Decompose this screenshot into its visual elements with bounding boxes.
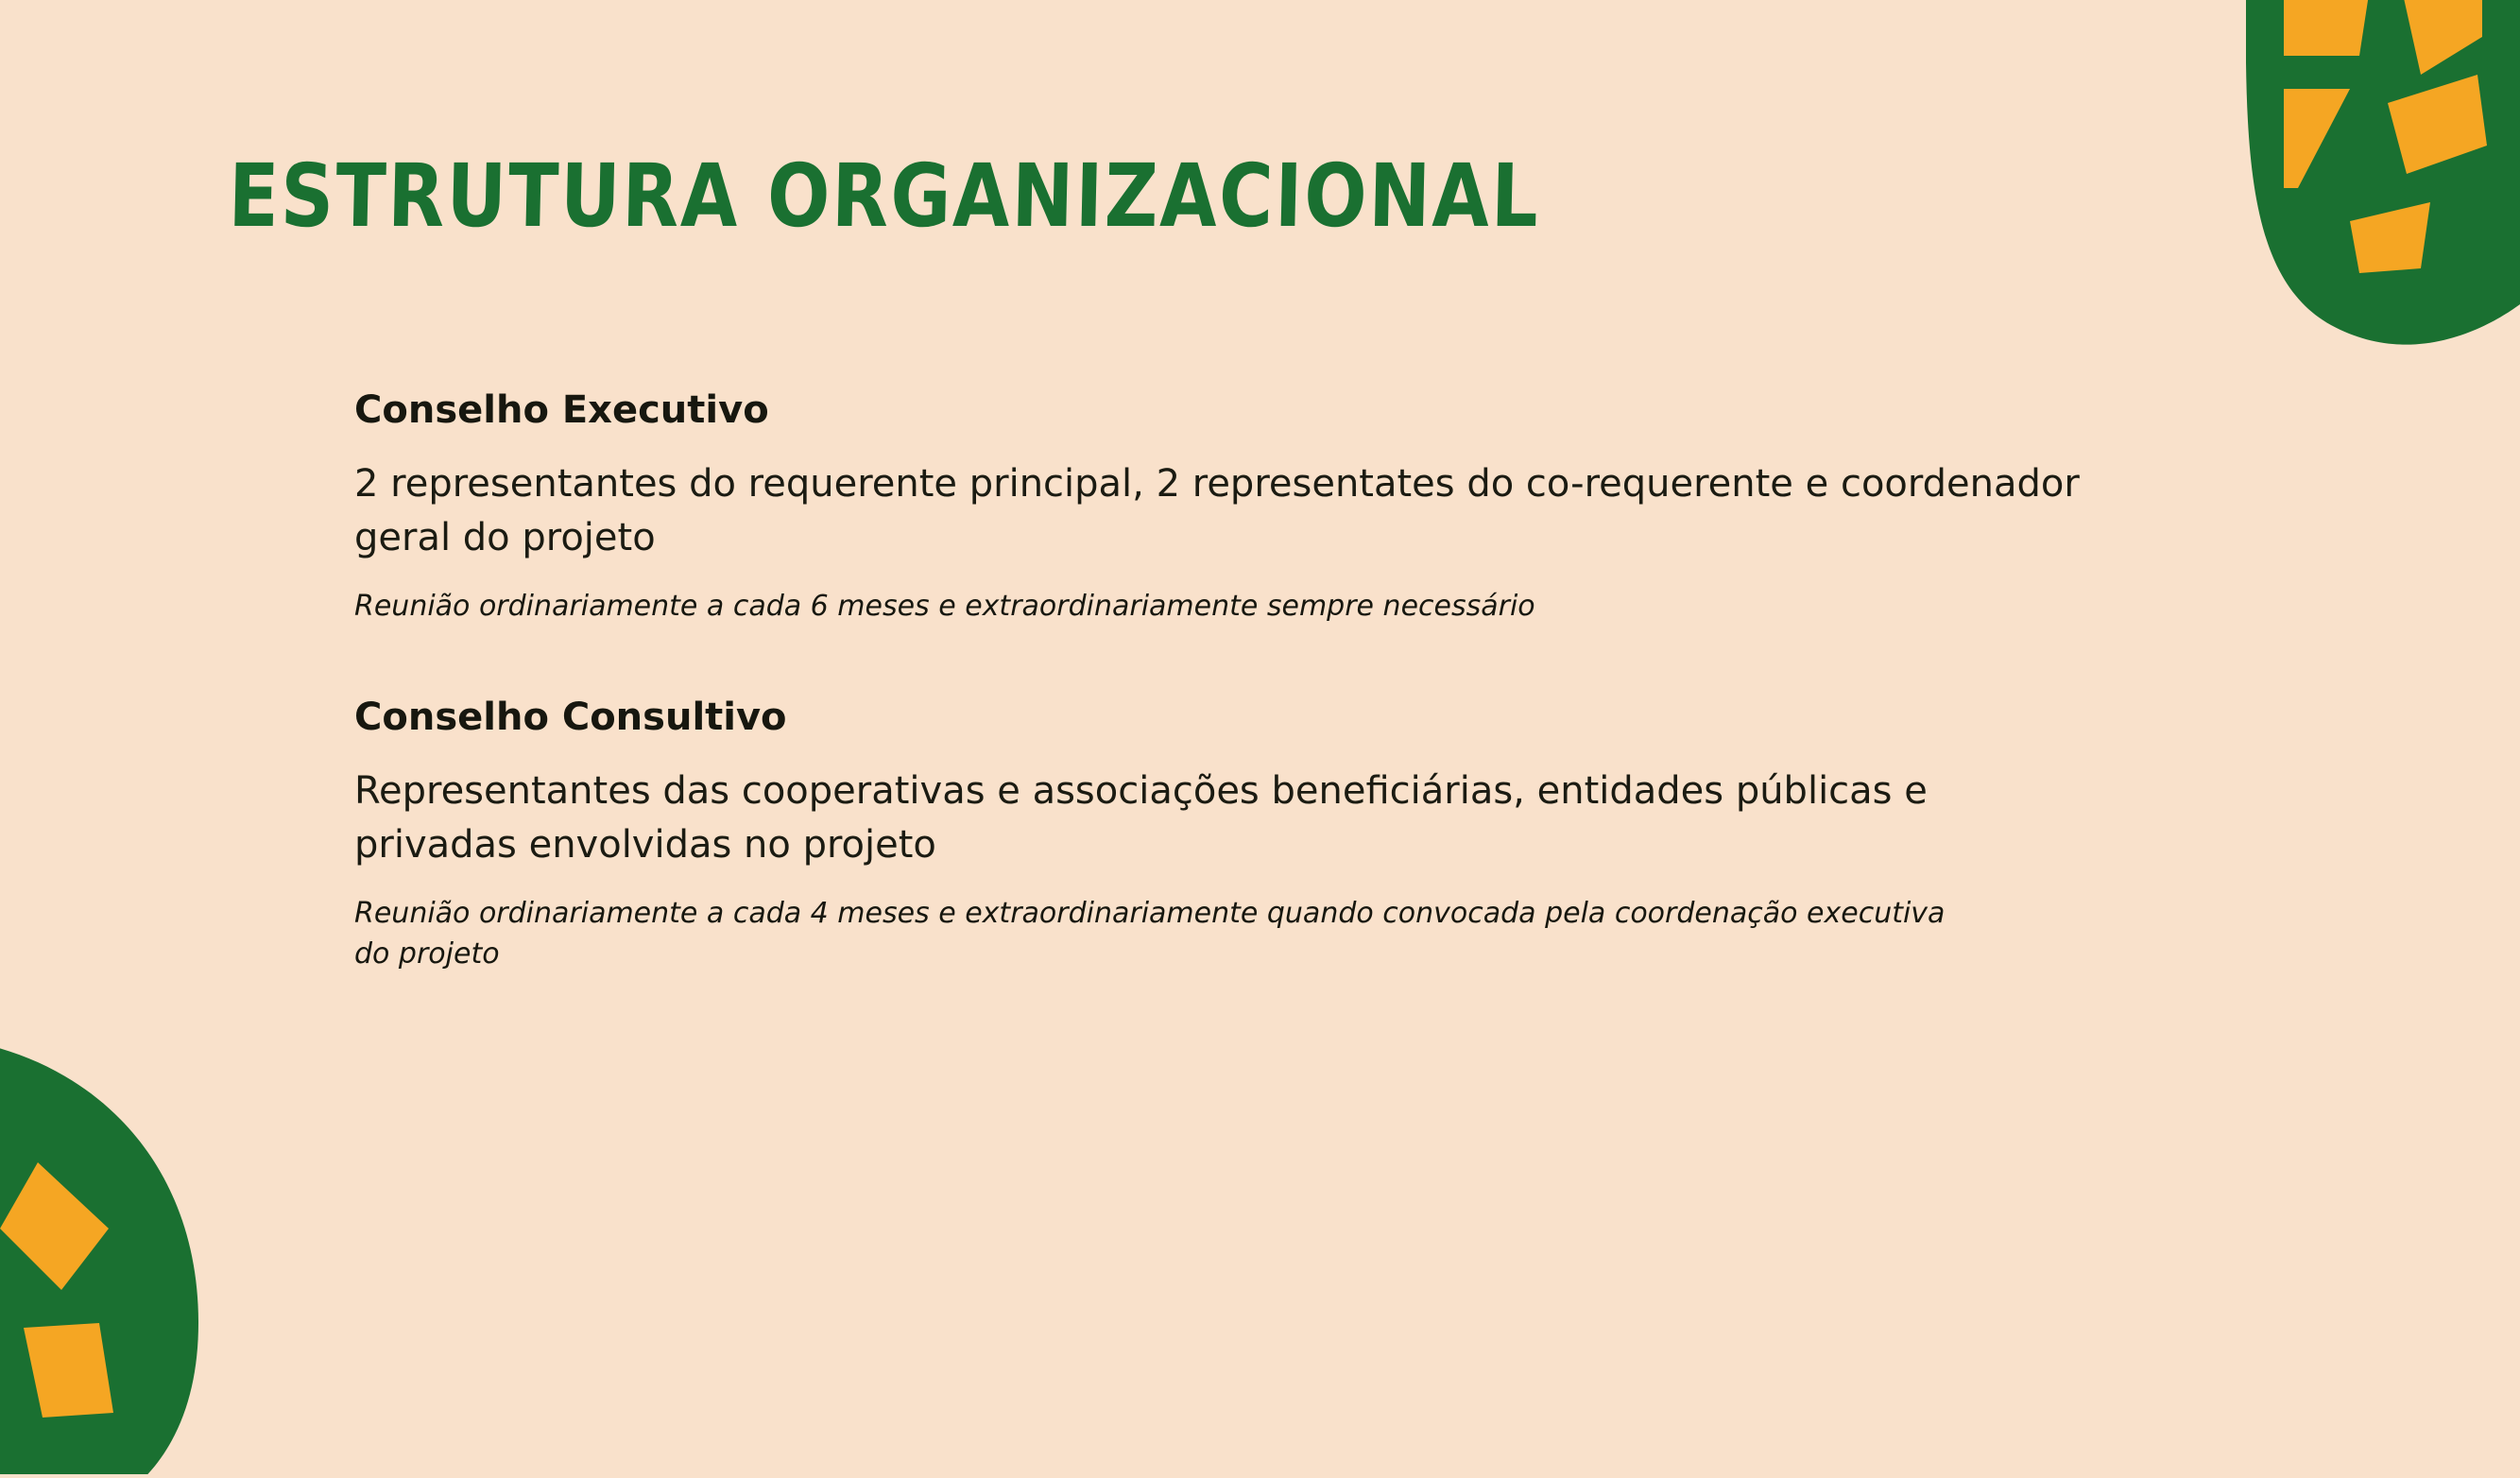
leaf-decoration-bottom-left xyxy=(0,1040,302,1474)
section-heading: Conselho Executivo xyxy=(354,388,769,432)
section-spacer xyxy=(354,659,2121,695)
leaf-decoration-top-right xyxy=(2246,0,2520,382)
section-note: Reunião ordinariamente a cada 6 meses e extraordinariamente sempre necessário xyxy=(354,589,1535,623)
section-body: 2 representantes do requerente principal, 2 representates do co-requerente e coordenador geral do projeto xyxy=(354,462,2080,559)
section-heading: Conselho Consultivo xyxy=(354,696,787,740)
leaf-icon xyxy=(2246,0,2520,382)
content-area xyxy=(354,387,2121,975)
page-title: ESTRUTURA ORGANIZACIONAL xyxy=(227,146,1542,248)
section-conselho-executivo xyxy=(354,387,2121,627)
section-note: Reunião ordinariamente a cada 4 meses e extraordinariamente quando convocada pela coordenação executiva do projeto xyxy=(354,896,1946,971)
leaf-icon xyxy=(0,1040,302,1474)
section-conselho-consultivo xyxy=(354,695,2121,975)
section-body: Representantes das cooperativas e associações beneficiárias, entidades públicas e privadas envolvidas no projeto xyxy=(354,769,1928,867)
